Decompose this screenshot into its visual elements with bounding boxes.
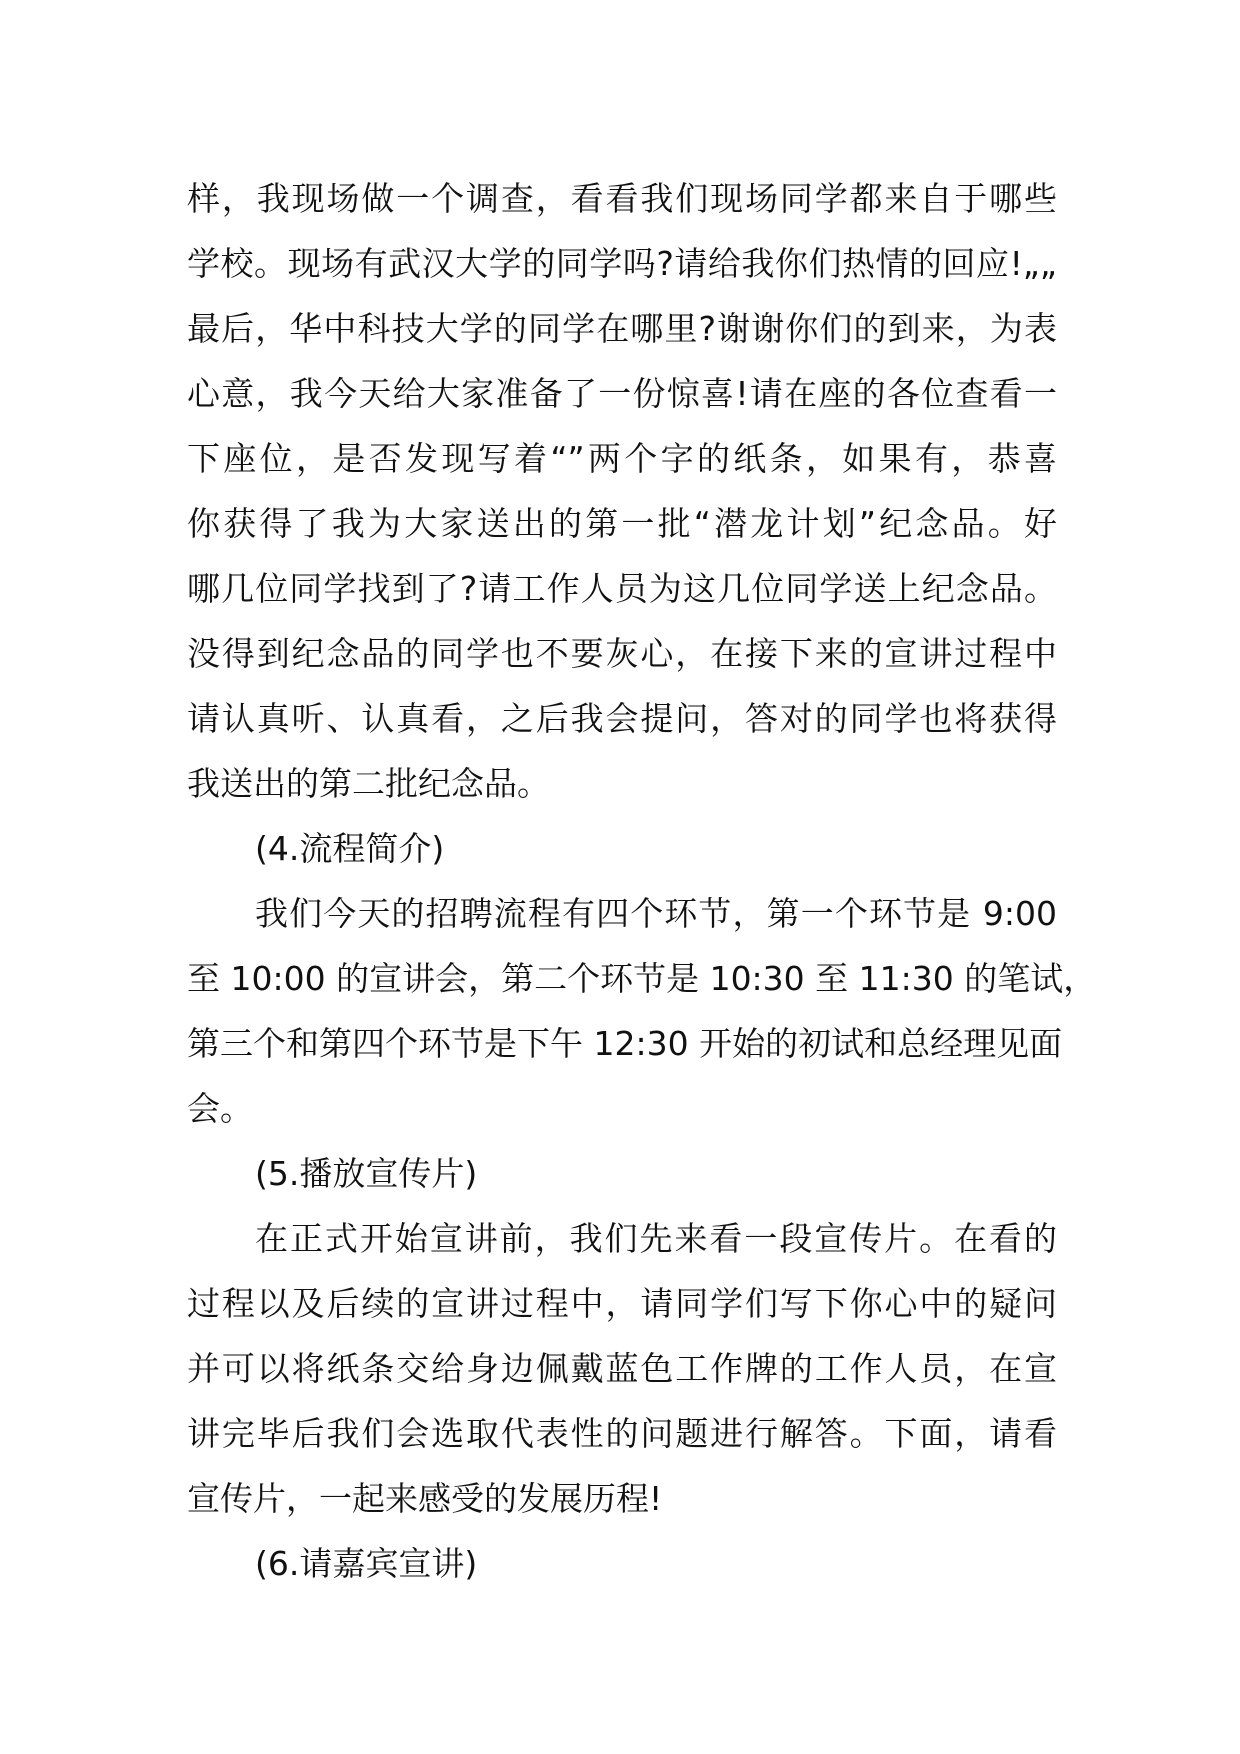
text-line: 哪几位同学找到了?请工作人员为这几位同学送上纪念品。: [187, 569, 1057, 608]
text-line: 最后，华中科技大学的同学在哪里?谢谢你们的到来，为表: [187, 309, 1057, 348]
text-line: 讲完毕后我们会选取代表性的问题进行解答。下面，请看: [187, 1414, 1057, 1453]
text-line: 你获得了我为大家送出的第一批“潜龙计划”纪念品。好: [187, 504, 1057, 543]
section-heading: (4.流程简介): [255, 829, 445, 868]
text-line: 过程以及后续的宣讲过程中，请同学们写下你心中的疑问: [187, 1284, 1057, 1323]
text-line: 并可以将纸条交给身边佩戴蓝色工作牌的工作人员，在宣: [187, 1349, 1057, 1388]
text-line: 第三个和第四个环节是下午 12:30 开始的初试和总经理见面: [187, 1024, 1063, 1063]
text-line: 在正式开始宣讲前，我们先来看一段宣传片。在看的: [255, 1219, 1057, 1258]
text-line: 我送出的第二批纪念品。: [187, 764, 550, 803]
text-line: 我们今天的招聘流程有四个环节，第一个环节是 9:00: [255, 894, 1057, 933]
document-body: [187, 166, 1097, 1596]
section-heading: (6.请嘉宾宣讲): [255, 1544, 478, 1583]
text-line: 至 10:00 的宣讲会，第二个环节是 10:30 至 11:30 的笔试，: [187, 959, 1097, 998]
text-line: 学校。现场有武汉大学的同学吗?请给我你们热情的回应!„„: [187, 244, 1057, 283]
text-line: 没得到纪念品的同学也不要灰心，在接下来的宣讲过程中: [187, 634, 1057, 673]
section-heading: (5.播放宣传片): [255, 1154, 478, 1193]
text-line: 请认真听、认真看，之后我会提问，答对的同学也将获得: [187, 699, 1057, 738]
text-line: 宣传片，一起来感受的发展历程!: [187, 1479, 663, 1518]
text-line: 下座位，是否发现写着“”两个字的纸条，如果有，恭喜: [187, 439, 1057, 478]
text-line: 会。: [187, 1089, 253, 1128]
text-line: 样，我现场做一个调查，看看我们现场同学都来自于哪些: [187, 179, 1057, 218]
text-line: 心意，我今天给大家准备了一份惊喜!请在座的各位查看一: [187, 374, 1057, 413]
